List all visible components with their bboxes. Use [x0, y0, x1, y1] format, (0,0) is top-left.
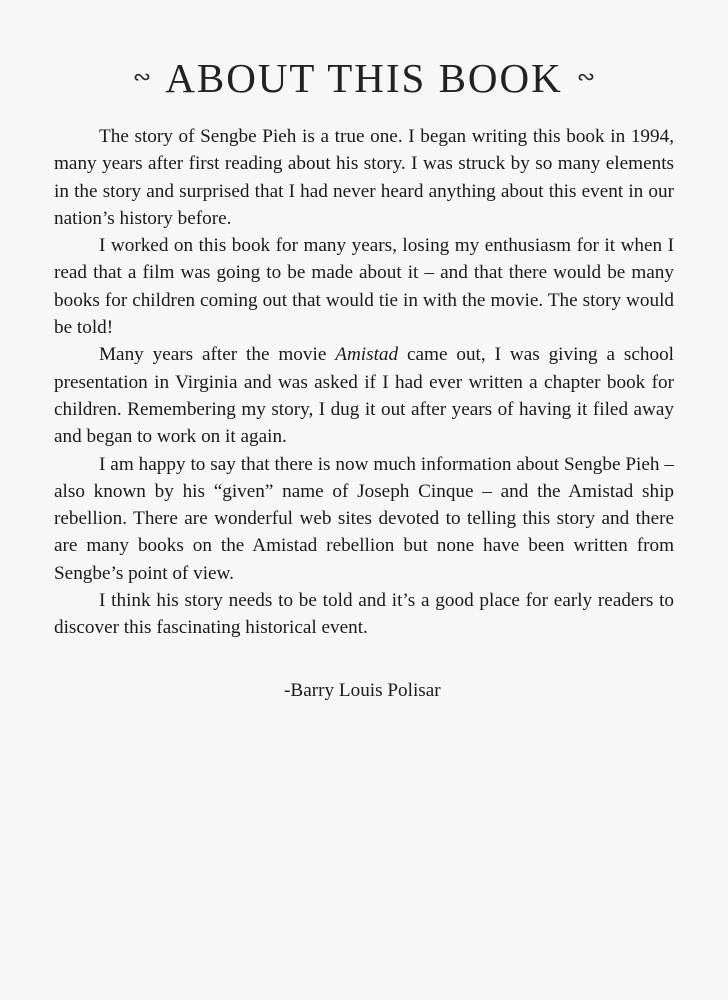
movie-title-amistad: Amistad — [335, 344, 399, 366]
paragraph-1: The story of Sengbe Pieh is a true one. I began writing this book in 1994, many years after first reading about his story. I was struck by so many elements in the story and surprised that I had never heard anything about this event in our nation’s history before. — [54, 126, 674, 229]
paragraph-5: I think his story needs to be told and it’s a good place for early readers to discover this fascinating historical event. — [54, 590, 674, 639]
paragraph-3 — [54, 341, 674, 450]
right-ornament-icon: ∾ — [576, 65, 596, 90]
author-signature: -Barry Louis Polisar — [284, 680, 441, 701]
paragraph-2: I worked on this book for many years, losing my enthusiasm for it when I read that a film was going to be made about it – and that there would be many books for children coming out that would tie in with the movie. The story would be told! — [54, 235, 674, 339]
page-title: ABOUT THIS BOOK — [165, 55, 563, 101]
paragraph-3-lead: Many years after the movie — [99, 344, 336, 366]
body-text — [54, 123, 674, 642]
left-ornament-icon: ∾ — [132, 65, 152, 90]
title-row — [0, 56, 728, 100]
paragraph-3-rest: came out, I was giving a school presentation in Virginia and was asked if I had ever written a chapter book for children. Remembering my story, I dug it out after years of having it filed away and began to work on it again. — [54, 344, 674, 448]
paragraph-4: I am happy to say that there is now much information about Sengbe Pieh – also known by his “given” name of Joseph Cinque – and the Amistad ship rebellion. There are wonderful web sites devoted to telling this story and there are many books on the Amistad rebellion but none have been written from Sengbe’s point of view. — [54, 453, 674, 584]
